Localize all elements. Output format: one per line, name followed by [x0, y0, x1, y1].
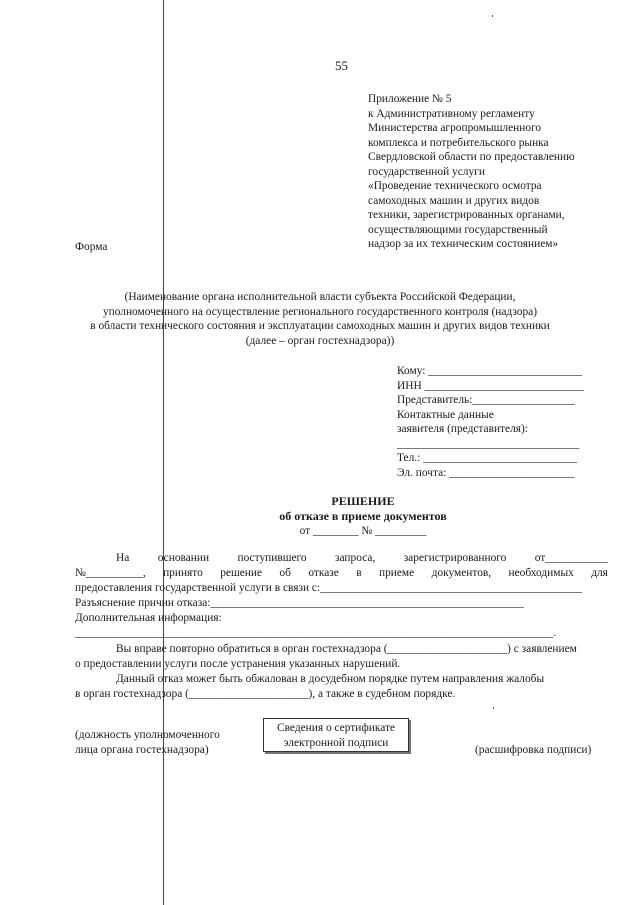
body-word: №__________, [75, 567, 146, 579]
body-word: поступившего [237, 552, 307, 564]
body-word: отказе [308, 567, 339, 579]
signature-decode: (расшифровка подписи) [475, 744, 592, 756]
body-word: решение [220, 567, 263, 579]
body-word: основании [157, 552, 210, 564]
appendix-line: техники, зарегистрированных органами, [368, 209, 565, 221]
signatory-position-line: (должность уполномоченного [75, 729, 220, 741]
body-word: запроса, [335, 552, 376, 564]
body-paragraph-1-line-3: предоставления государственной услуги в связи с:______________________________________________ [75, 582, 583, 594]
body-paragraph-1-line-2 [75, 566, 608, 581]
authority-line: (далее – орган гостехнадзора)) [245, 334, 395, 347]
body-word: принято [163, 567, 203, 579]
authority-line: в области технического состояния и эксплуатации самоходных машин и других видов техники [90, 320, 550, 332]
scan-speck [492, 15, 493, 17]
appendix-line: осуществляющими государственный [368, 223, 548, 236]
decision-subtitle: об отказе в приеме документов [279, 509, 447, 523]
authority-line: (Наименование органа исполнительной власти субъекта Российской Федерации, [124, 291, 516, 303]
recipient-contact: заявителя (представителя): [397, 423, 528, 435]
appendix-line: «Проведение технического осмотра [368, 180, 542, 192]
body-paragraph-1 [116, 551, 608, 566]
recipient-phone: Тел.: ___________________________ [397, 452, 577, 464]
recipient-block [397, 364, 584, 480]
recipient-inn: ИНН ____________________________ [397, 379, 584, 392]
recipient-representative: Представитель:__________________ [397, 394, 575, 406]
scan-speck [493, 707, 494, 709]
body-paragraph-2: Вы вправе повторно обратиться в орган гостехнадзора (_____________________) с заявлением [116, 643, 577, 655]
body-word: документов, [431, 567, 492, 579]
signatory-position [75, 728, 220, 757]
decision-date-line: от ________ № _________ [299, 525, 427, 537]
decision-title: РЕШЕНИЕ [331, 494, 395, 508]
body-word: в [356, 567, 362, 579]
appendix-line: Свердловской области по предоставлению [368, 151, 575, 163]
body-word: зарегистрированного [403, 552, 507, 564]
body-paragraph-3-line-2: в орган гостехнадзора (_____________________), а также в судебном порядке. [75, 688, 456, 700]
form-label: Форма [75, 241, 108, 253]
appendix-block [368, 92, 575, 252]
appendix-line: Приложение № 5 [368, 93, 452, 105]
body-word: от___________ [534, 552, 608, 564]
recipient-email: Эл. почта: ______________________ [397, 466, 575, 479]
reasons-line: Разъяснение причин отказа:_______________________________________________________ [75, 597, 524, 609]
appendix-line: самоходных машин и других видов [368, 194, 540, 207]
page-number: 55 [335, 58, 348, 73]
authority-line: уполномоченного на осуществление регионального государственного контроля (надзора) [102, 305, 538, 318]
recipient-contact-line: ________________________________ [397, 437, 580, 450]
recipient-contact: Контактные данные [397, 408, 494, 421]
body-word: необходимых [508, 567, 574, 579]
certificate-line: Сведения о сертификате [277, 722, 395, 734]
body-paragraph-2-line-2: о предоставлении услуги после устранения указанных нарушений. [75, 658, 401, 670]
appendix-line: Министерства агропромышленного [368, 122, 542, 134]
recipient-to: Кому: ___________________________ [397, 365, 583, 377]
certificate-line: электронной подписи [283, 737, 389, 749]
appendix-line: комплекса и потребительского рынка [368, 136, 549, 149]
margin-line [163, 0, 164, 905]
e-signature-certificate-box [263, 718, 409, 752]
additional-line: ____________________________________________________________________________________. [75, 627, 557, 639]
additional-label: Дополнительная информация: [75, 612, 222, 624]
appendix-line: надзор за их техническим состоянием» [368, 238, 559, 250]
signatory-position-line: лица органа гостехнадзора) [75, 743, 209, 756]
appendix-line: к Административному регламенту [368, 107, 535, 120]
body-word: На [116, 552, 130, 564]
appendix-line: государственной услуги [368, 165, 485, 178]
body-word: приеме [378, 567, 415, 579]
body-paragraph-3: Данный отказ может быть обжалован в досудебном порядке путем направления жалобы [116, 673, 545, 685]
body-word: об [279, 567, 291, 579]
body-word: для [591, 567, 608, 579]
authority-placeholder [60, 290, 580, 348]
